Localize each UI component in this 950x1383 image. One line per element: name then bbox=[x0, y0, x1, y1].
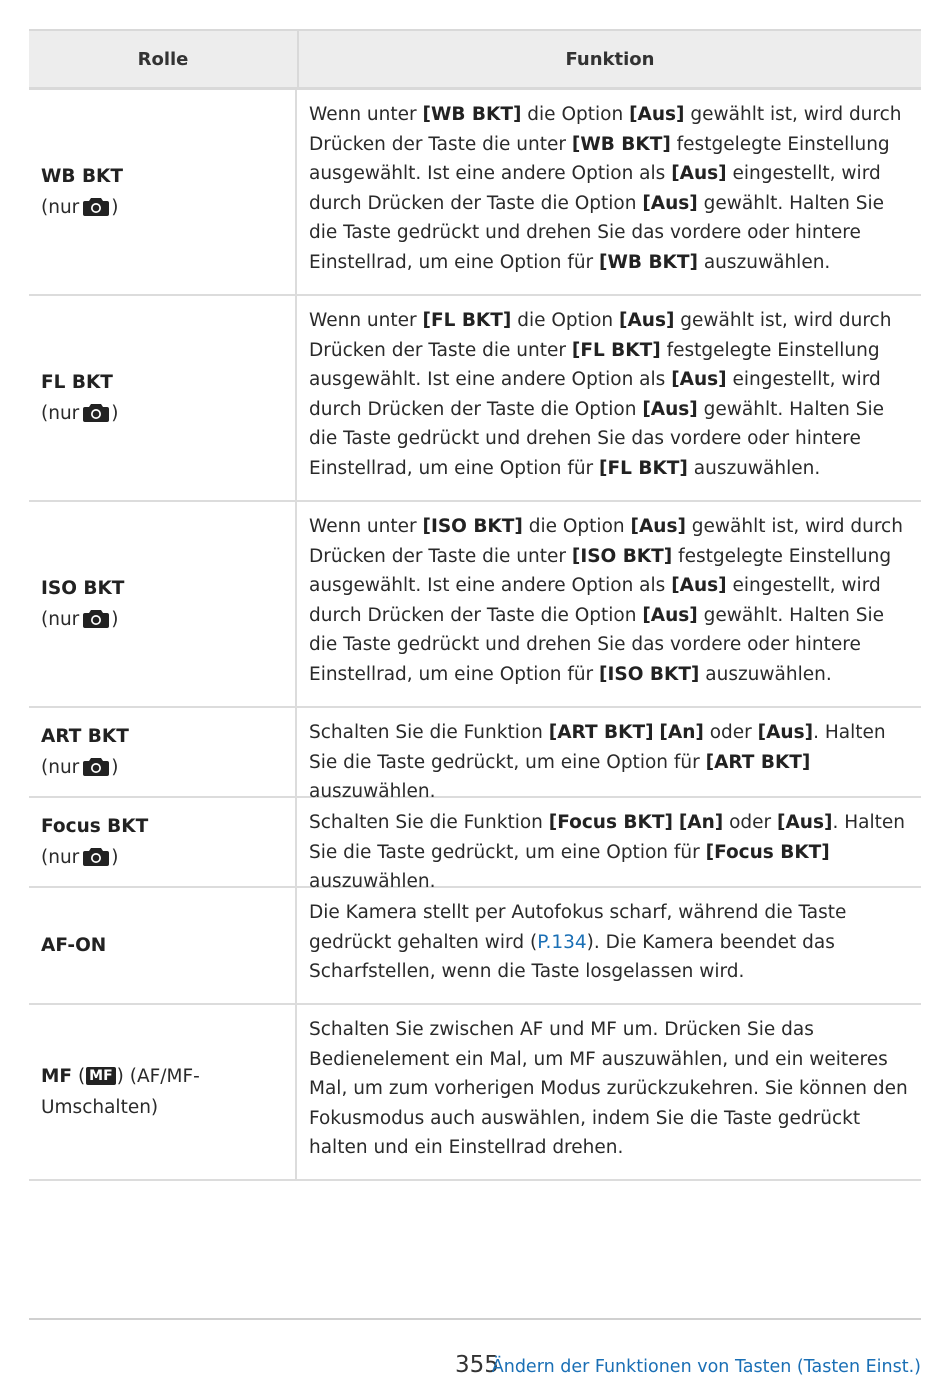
function-text: auszuwählen. bbox=[687, 457, 821, 479]
function-text: festgelegte Einstellung ausgewählt. Ist eine andere Option als bbox=[309, 545, 892, 596]
function-text: Die Kamera stellt per Autofokus scharf, während die Taste gedrückt gehalten wird ( bbox=[309, 902, 847, 953]
role-name: Focus BKT bbox=[41, 816, 149, 837]
role-qualifier-suffix: ) bbox=[111, 197, 119, 218]
role-qualifier-prefix: (nur bbox=[41, 847, 80, 868]
function-text: oder bbox=[723, 812, 778, 833]
bold-term: [FL BKT] bbox=[422, 310, 512, 331]
role-line bbox=[41, 1061, 285, 1123]
role-name: ART BKT bbox=[41, 726, 129, 747]
function-text: Wenn unter bbox=[309, 516, 423, 537]
function-text: auszuwählen. bbox=[697, 251, 831, 273]
table-row bbox=[29, 888, 921, 1005]
role-qualifier-prefix: (nur bbox=[41, 403, 80, 424]
section-link[interactable]: Ändern der Funktionen von Tasten (Tasten Einst.) bbox=[491, 1357, 921, 1377]
function-text: eingestellt, wird durch Drücken der Taste die Option bbox=[309, 575, 881, 626]
role-qualifier-prefix: (nur bbox=[41, 757, 80, 778]
bold-term: [WB BKT] bbox=[422, 104, 522, 125]
function-text: Wenn unter bbox=[309, 104, 423, 125]
bold-term: [ISO BKT] bbox=[571, 545, 673, 567]
bold-term: [Aus] bbox=[619, 310, 675, 331]
function-text: ). Die Kamera beendet das Scharfstellen, wenn die Taste losgelassen wird. bbox=[309, 931, 835, 982]
role-cell bbox=[29, 296, 297, 500]
header-function: Funktion bbox=[565, 48, 655, 70]
bold-term: [An] bbox=[659, 722, 704, 743]
bold-term: [Aus] bbox=[642, 604, 698, 626]
bold-term: [Aus] bbox=[642, 192, 698, 214]
function-text: . Halten Sie die Taste gedrückt, um eine Option für bbox=[309, 722, 886, 773]
function-text: gewählt. Halten Sie die Taste gedrückt und drehen Sie das vordere oder hintere Einstellrad, um eine Option für bbox=[309, 604, 885, 685]
bold-term: [Focus BKT] bbox=[548, 812, 673, 833]
role-qualifier-prefix: (nur bbox=[41, 609, 80, 630]
role-name: ISO BKT bbox=[41, 578, 125, 599]
role-cell bbox=[29, 1005, 297, 1179]
bold-term: [Aus] bbox=[630, 516, 686, 537]
role-cell bbox=[29, 888, 297, 1003]
function-text: die Option bbox=[521, 104, 630, 125]
bold-term: [FL BKT] bbox=[599, 457, 688, 479]
page-number: 355 bbox=[455, 1352, 499, 1378]
function-text: Wenn unter bbox=[309, 310, 423, 331]
role-cell bbox=[29, 708, 297, 796]
role-qualifier-suffix: ) bbox=[111, 609, 119, 630]
bold-term: [Aus] bbox=[757, 722, 814, 743]
role-name: MF bbox=[41, 1066, 73, 1087]
role-qualifier bbox=[41, 842, 285, 873]
bold-term: [ART BKT] bbox=[705, 751, 811, 773]
camera-icon bbox=[83, 402, 109, 422]
bold-term: [WB BKT] bbox=[599, 251, 698, 273]
functions-table bbox=[29, 29, 921, 1181]
function-cell bbox=[297, 888, 921, 1003]
function-text: auszuwählen. bbox=[309, 781, 436, 802]
function-text: Schalten Sie zwischen AF und MF um. Drücken Sie das Bedienelement ein Mal, um MF auszuwählen, und ein weiteres Mal, um zum vorherigen Modus zurückzukehren. Sie können den Fokusmodus auch auswählen, indem Sie die Taste gedrückt halten und ein Einstellrad drehen. bbox=[309, 1019, 908, 1158]
function-text: gewählt. Halten Sie die Taste gedrückt und drehen Sie das vordere oder hintere Einstellrad, um eine Option für bbox=[309, 398, 885, 479]
bold-term: [ART BKT] bbox=[548, 722, 654, 743]
role-qualifier-suffix: ) bbox=[111, 847, 119, 868]
bold-term: [WB BKT] bbox=[571, 133, 671, 155]
table-body bbox=[29, 90, 921, 1181]
role-qualifier-suffix: ) bbox=[111, 757, 119, 778]
bold-term: [Aus] bbox=[777, 812, 833, 833]
function-text: gewählt ist, wird durch Drücken der Taste die unter bbox=[309, 516, 903, 567]
function-text: die Option bbox=[511, 310, 619, 331]
function-text: festgelegte Einstellung ausgewählt. Ist eine andere Option als bbox=[309, 133, 890, 184]
function-text: gewählt ist, wird durch Drücken der Taste die unter bbox=[309, 104, 902, 155]
role-qualifier bbox=[41, 752, 285, 783]
function-text: eingestellt, wird durch Drücken der Taste die Option bbox=[309, 163, 881, 214]
role-cell bbox=[29, 502, 297, 706]
table-header bbox=[29, 31, 921, 90]
header-role: Rolle bbox=[29, 31, 299, 87]
function-text: die Option bbox=[522, 516, 631, 537]
bold-term: [Aus] bbox=[629, 104, 685, 125]
function-text: festgelegte Einstellung ausgewählt. Ist eine andere Option als bbox=[309, 339, 880, 390]
function-cell bbox=[297, 798, 921, 892]
bold-term: [Aus] bbox=[671, 369, 727, 390]
role-qualifier bbox=[41, 604, 285, 635]
function-text: auszuwählen. bbox=[309, 871, 436, 892]
table-row bbox=[29, 90, 921, 296]
mf-icon: MF bbox=[86, 1067, 116, 1085]
table-row bbox=[29, 798, 921, 892]
function-cell bbox=[297, 502, 921, 706]
bold-term: [Aus] bbox=[671, 163, 727, 184]
bold-term: [Aus] bbox=[671, 575, 727, 596]
table-row bbox=[29, 296, 921, 502]
role-cell bbox=[29, 90, 297, 294]
camera-icon bbox=[83, 846, 109, 866]
table-row bbox=[29, 708, 921, 802]
function-text: gewählt ist, wird durch Drücken der Taste die unter bbox=[309, 310, 892, 361]
function-text: . Halten Sie die Taste gedrückt, um eine Option für bbox=[309, 812, 905, 863]
role-qualifier-suffix: ) bbox=[111, 403, 119, 424]
function-text: eingestellt, wird durch Drücken der Taste die Option bbox=[309, 369, 881, 420]
function-text: gewählt. Halten Sie die Taste gedrückt und drehen Sie das vordere oder hintere Einstellrad, um eine Option für bbox=[309, 192, 885, 273]
page-link[interactable]: P.134 bbox=[537, 931, 587, 953]
table-row bbox=[29, 502, 921, 708]
role-open: ( bbox=[72, 1066, 86, 1087]
camera-icon bbox=[83, 608, 109, 628]
function-cell bbox=[297, 296, 921, 500]
bold-term: [FL BKT] bbox=[571, 339, 661, 361]
camera-icon bbox=[83, 196, 109, 216]
function-text: oder bbox=[703, 722, 758, 743]
function-cell bbox=[297, 90, 921, 294]
function-cell bbox=[297, 708, 921, 802]
footer-divider bbox=[29, 1318, 921, 1320]
bold-term: [Focus BKT] bbox=[705, 841, 830, 863]
bold-term: [An] bbox=[678, 812, 724, 833]
function-text: auszuwählen. bbox=[699, 663, 832, 685]
function-text: Schalten Sie die Funktion bbox=[309, 722, 549, 743]
role-name: AF-ON bbox=[41, 935, 107, 956]
bold-term: [ISO BKT] bbox=[599, 663, 700, 685]
role-cell bbox=[29, 798, 297, 886]
table-row bbox=[29, 1005, 921, 1181]
bold-term: [Aus] bbox=[642, 398, 698, 420]
function-text: Schalten Sie die Funktion bbox=[309, 812, 549, 833]
bold-term: [ISO BKT] bbox=[422, 516, 523, 537]
role-name: WB BKT bbox=[41, 166, 124, 187]
role-qualifier bbox=[41, 398, 285, 429]
role-name: FL BKT bbox=[41, 372, 113, 393]
role-qualifier-prefix: (nur bbox=[41, 197, 80, 218]
role-qualifier bbox=[41, 192, 285, 223]
camera-icon bbox=[83, 756, 109, 776]
role-description: ) (AF/MF-Umschalten) bbox=[41, 1066, 200, 1118]
function-cell bbox=[297, 1005, 921, 1179]
